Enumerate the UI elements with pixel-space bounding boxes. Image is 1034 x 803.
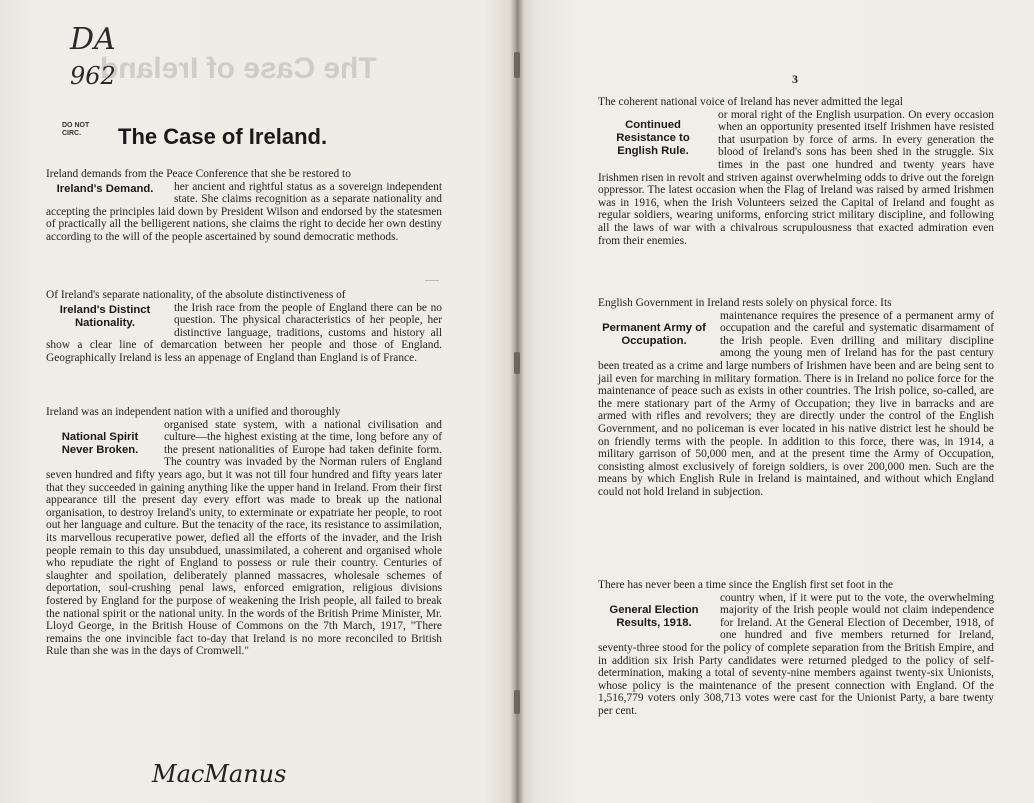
section-lead: The coherent national voice of Ireland has never admitted the legal bbox=[598, 96, 903, 108]
section-lead: Of Ireland's separate nationality, of the absolute distinctiveness of bbox=[46, 289, 346, 301]
section-body: country when, if it were put to the vote, the overwhelming majority of the Irish people would not claim independence for Ireland. At the General Election of December, 1918, of one hundred and five members returned for Ireland, seventy-three stood for the policy of complete separation from the British Empire, and in addition six Irish Party candidates were returned pledged to the policy of self-determination, making a total of seventy-nine members against twenty-six Unionists, whose policy is the maintenance of the present connection with England. Of the 1,516,779 voters only 308,713 votes were cast for the Unionist Party, a bare twenty per cent. bbox=[598, 591, 994, 717]
handwritten-signature: MacManus bbox=[152, 760, 287, 788]
side-heading: Ireland's Distinct Nationality. bbox=[59, 303, 151, 329]
staple bbox=[514, 52, 520, 78]
section-lead: There has never been a time since the English first set foot in the bbox=[598, 579, 894, 591]
section-general-election bbox=[598, 579, 994, 718]
staple bbox=[514, 352, 520, 374]
side-heading: National Spirit Never Broken. bbox=[61, 430, 139, 456]
section-distinct-nationality bbox=[46, 289, 442, 365]
side-heading: Ireland's Demand. bbox=[56, 182, 154, 195]
section-lead: Ireland was an independent nation with a unified and thoroughly bbox=[46, 406, 341, 418]
page-title: The Case of Ireland. bbox=[118, 124, 328, 149]
staple bbox=[514, 690, 520, 714]
right-page bbox=[516, 0, 1034, 803]
side-heading: Continued Resistance to English Rule. bbox=[616, 118, 690, 157]
section-divider bbox=[425, 280, 439, 281]
call-number-line2: 962 bbox=[70, 62, 116, 90]
section-continued-resistance bbox=[598, 96, 994, 247]
side-heading: General Election Results, 1918. bbox=[609, 603, 699, 629]
section-body: the Irish race from the people of England there can be no question. The physical characteristics of her people, her distinctive language, traditions, customs and history all show a clear line of demarcation between her people and those of England. Geographically Ireland is less an appenage of England than England is of France. bbox=[46, 301, 442, 364]
left-page bbox=[0, 0, 516, 803]
book-gutter bbox=[510, 0, 524, 803]
section-permanent-army bbox=[598, 297, 994, 499]
call-number-line1: DA bbox=[70, 22, 116, 57]
section-body: or moral right of the English usurpation. On every occasion when an opportunity presented itself Irishmen have resisted that usurpation by force of arms. In every generation the blood of Ireland's sons has been shed in the struggle. Six times in the past one hundred and twenty years have Irishmen risen in revolt and striven against overwhelming odds to drive out the foreign oppressor. The latest occasion when the Flag of Ireland was raised by armed Irishmen was in 1916, when the Irish Volunteers seized the Capital of Ireland and fought as regular soldiers, wearing uniforms, enforcing strict military discipline, and following all the laws of war with a chivalrous scrupulousness that exacted admiration even from their enemies. bbox=[598, 108, 994, 247]
bleed-through-text: The Case of Ireland bbox=[100, 52, 377, 85]
section-body: maintenance requires the presence of a permanent army of occupation and the careful and systematic disarmament of the Irish people. Even drilling and military discipline among the young men of Ireland has for the past century been treated as a crime and large numbers of Irishmen have been and are being sent to jail even for marching in military formation. There is in Ireland no police force for the maintenance of peace such as exists in other countries. The Irish police, so-called, are the mere stationary part of the Army of Occupation; they live in barracks and are armed with rifles and revolvers; they are directly under the control of the English Government, and no policeman is ever located in his native district lest he should be on friendly terms with the people. In addition to this force, there was, in 1914, a military garrison of 50,000 men, and at the present time the Army of Occupation, consisting almost exclusively of foreign soldiers, is over 200,000 men. Such are the means by which English Rule in Ireland is maintained, and without which England could not hold Ireland in subjection. bbox=[598, 309, 994, 498]
section-body: her ancient and rightful status as a sovereign independent state. She claims recognition as a separate nationality and accepting the principles laid down by President Wilson and endorsed by the statesmen of practically all the belligerent nations, she claims the right to decide her own destiny according to the will of the people ascertained by sound democratic methods. bbox=[46, 180, 442, 243]
section-national-spirit bbox=[46, 406, 442, 658]
library-stamp: DO NOT CIRC. bbox=[62, 122, 90, 137]
section-lead: English Government in Ireland rests solely on physical force. Its bbox=[598, 297, 892, 309]
section-body: organised state system, with a national civilisation and culture—the highest existing at the time, long before any of the present nationalities of Europe had taken definite form. The country was invaded by the Norman rulers of England seven hundred and fifty years ago, but it was not till four hundred and fifty years later that they succeeded in gaining anything like the upper hand in Ireland. From their first appearance till the present day every effort was made to break up the national organisation, to destroy Ireland's unity, to exterminate or expatriate her people, to root out her language and culture. But the tenacity of the race, its resistance to assimilation, its marvellous recuperative power, defied all the efforts of the invader, and the Irish people remain to this day unsubdued, unassimilated, a coherent and organised whole who repudiate the right of England to possess or rule their country. Centuries of slaughter and spoilation, deliberately planned massacres, wholesale schemes of deportation, soul-crushing penal laws, enforced emigration, religious divisions fostered by England for the purpose of weakening the Irish people, all failed to break the national spirit or the national unity. In the words of the British Prime Minister, Mr. Lloyd George, in the British House of Commons on the 7th March, 1917, "There remains the one invincible fact to-day that Ireland is no more reconciled to British Rule than she was in the days of Cromwell." bbox=[46, 418, 442, 658]
side-heading: Permanent Army of Occupation. bbox=[602, 321, 706, 347]
section-irelands-demand bbox=[46, 168, 442, 244]
page-number: 3 bbox=[792, 72, 798, 86]
section-lead: Ireland demands from the Peace Conference that she be restored to bbox=[46, 168, 351, 180]
